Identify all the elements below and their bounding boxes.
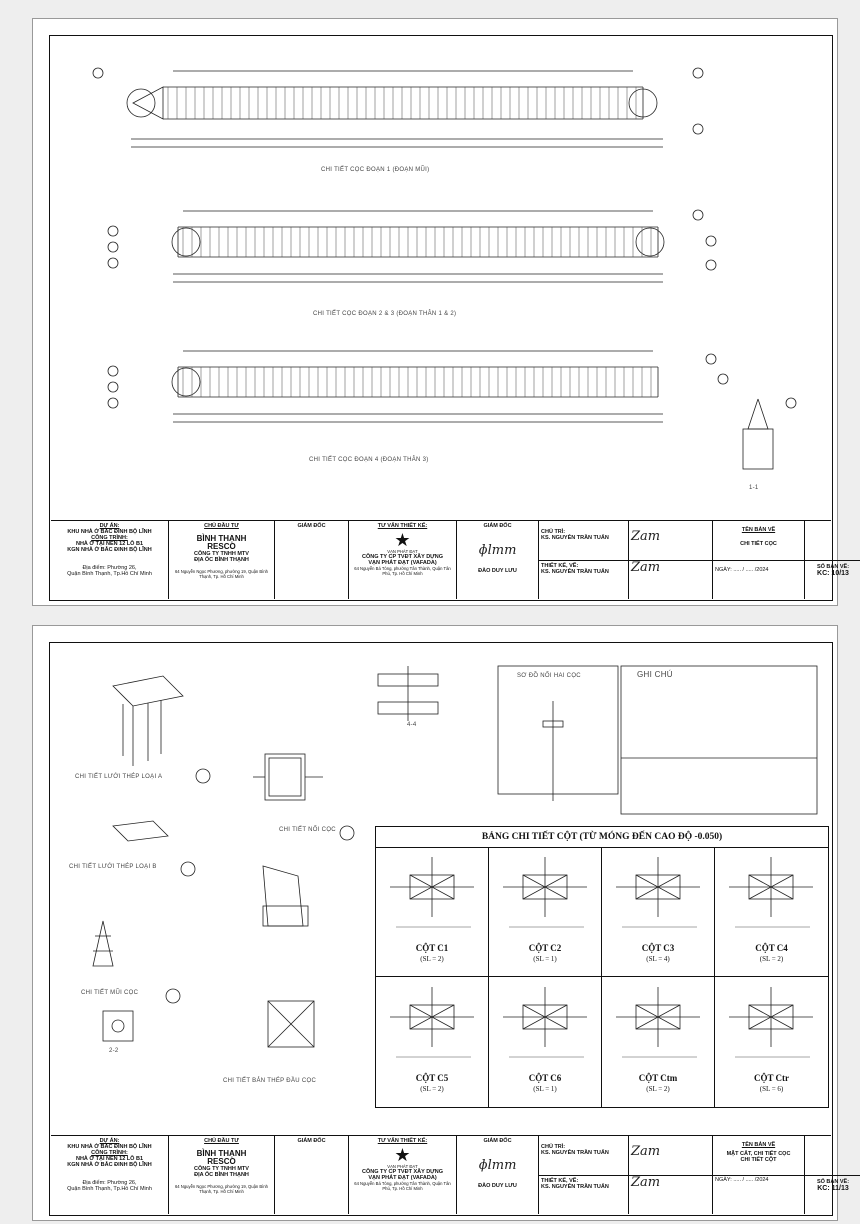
section-1-1-label: 1-1 <box>749 485 759 491</box>
section-1-1 <box>743 399 773 469</box>
drawing-name: TÊN BẢN VẼ MẶT CẮT, CHI TIẾT CỌC CHI TIẾT CỘT NGÀY: ..... / ..... /2024 <box>713 1136 805 1214</box>
owner-info: CHỦ ĐẦU TƯ BÌNH THẠNH RESCO CÔNG TY TNHH MTV ĐỊA ỐC BÌNH THẠNH 64 Nguyễn Ngọc Phương, phường 19, Quận Bình Thạnh, Tp. Hồ Chí Minh <box>169 521 275 599</box>
column-section-drawing <box>715 847 828 947</box>
pile-stirrups <box>168 87 651 397</box>
column-quantity: (SL = 2) <box>759 955 784 963</box>
plate-label: CHI TIẾT BẢN THÉP ĐẦU CỌC <box>223 1078 317 1084</box>
drawing-number: SỐ BẢN VẼ: KC: 10/13 <box>805 521 860 599</box>
column-cell <box>489 847 602 977</box>
consultant-director: GIÁM ĐỐC ɸlmm ĐÀO DUY LƯU <box>457 1136 539 1214</box>
star-logo-icon: ★ <box>394 530 411 550</box>
column-table-title: BẢNG CHI TIẾT CỘT (TỪ MÓNG ĐẾN CAO ĐỘ -0.050) <box>376 827 828 848</box>
signatures <box>629 521 713 599</box>
mesh-a-drawing <box>113 676 210 783</box>
pile-joint-drawing <box>253 666 438 840</box>
pile-segment-1-label: CHI TIẾT CỌC ĐOẠN 1 (ĐOẠN MŨI) <box>321 167 430 173</box>
column-detail-table <box>375 826 829 1108</box>
column-section-drawing <box>489 847 602 947</box>
signatures <box>629 1136 713 1214</box>
design-signature: Zam <box>631 560 661 575</box>
column-cell <box>376 977 489 1107</box>
column-quantity: (SL = 4) <box>646 955 670 963</box>
column-quantity: (SL = 2) <box>420 955 444 963</box>
column-name: CỘT C6 <box>528 1073 562 1083</box>
pile-tip-drawing <box>93 921 180 1041</box>
column-name: CỘT Ctm <box>638 1073 678 1083</box>
consultant-info: TƯ VẤN THIẾT KẾ: ★ VẠN PHÁT ĐẠT CÔNG TY CP TVĐT XÂY DỰNG VẠN PHÁT ĐẠT (VAFADA) 64 Nguyễn Bá Tòng, phường Tân Thành, Quận Tân Phú, Tp. Hồ Chí Minh <box>349 1136 457 1214</box>
owner-info: CHỦ ĐẦU TƯ BÌNH THẠNH RESCO CÔNG TY TNHH MTV ĐỊA ỐC BÌNH THẠNH 64 Nguyễn Ngọc Phương, phường 19, Quận Bình Thạnh, Tp. Hồ Chí Minh <box>169 1136 275 1214</box>
owner-director: GIÁM ĐỐC <box>275 521 349 599</box>
owner-director: GIÁM ĐỐC <box>275 1136 349 1214</box>
drawing-name: TÊN BẢN VẼ CHI TIẾT CỌC NGÀY: ..... / ..... /2024 <box>713 521 805 599</box>
column-section-drawing <box>376 977 489 1077</box>
joint-diagram <box>498 666 618 801</box>
column-name: CỘT C4 <box>755 943 788 953</box>
pile-tip-label: CHI TIẾT MŨI CỌC <box>81 990 139 996</box>
column-quantity: (SL = 2) <box>646 1085 670 1093</box>
column-name: CỘT C3 <box>641 943 675 953</box>
drawing-sheet-2 <box>32 625 850 1221</box>
lead-signature: Zam <box>631 1144 661 1159</box>
column-section-drawing <box>602 847 715 947</box>
drawing-sheet-1 <box>32 18 850 606</box>
pile-segment-1 <box>127 71 663 147</box>
drawing-number: SỐ BẢN VẼ: KC: 11/13 <box>805 1136 860 1214</box>
owner-logo: BÌNH THẠNH RESCO <box>196 534 247 551</box>
notes-title: GHI CHÚ <box>637 670 673 679</box>
column-section-drawing <box>376 847 489 947</box>
column-name: CỘT C5 <box>415 1073 449 1083</box>
column-cell <box>715 847 828 977</box>
column-quantity: (SL = 1) <box>533 955 557 963</box>
staff-info: CHỦ TRÌ: KS. NGUYỄN TRẦN TUẤN THIẾT KẾ, VẼ: KS. NGUYỄN TRẦN TUẤN <box>539 1136 629 1214</box>
lead-signature: Zam <box>631 529 661 544</box>
title-block <box>51 520 850 599</box>
pile-joint-label: CHI TIẾT NỐI CỌC <box>279 827 336 833</box>
column-name: CỘT C1 <box>415 943 449 953</box>
column-quantity: (SL = 2) <box>420 1085 444 1093</box>
project-info: DỰ ÁN: KHU NHÀ Ở BẮC ĐINH BỘ LĨNH CÔNG TRÌNH: NHÀ Ở TẠI NỀN 12 LÔ B1 KGN NHÀ Ở BẮC ĐINH BỘ LĨNH Địa điểm: Phường 26, Quận Bình Thạnh, Tp.Hồ Chí Minh <box>51 521 169 599</box>
pile-segment-4-label: CHI TIẾT CỌC ĐOẠN 4 (ĐOẠN THÂN 3) <box>309 457 429 463</box>
section-4-4-label: 4-4 <box>407 722 417 728</box>
mesh-b-label: CHI TIẾT LƯỚI THÉP LOẠI B <box>69 864 157 870</box>
column-cell <box>376 847 489 977</box>
column-quantity: (SL = 1) <box>533 1085 557 1093</box>
consultant-director: GIÁM ĐỐC ɸlmm ĐÀO DUY LƯU <box>457 521 539 599</box>
director-signature: ɸlmm <box>478 543 517 558</box>
staff-info: CHỦ TRÌ: KS. NGUYỄN TRẦN TUẤN THIẾT KẾ, VẼ: KS. NGUYỄN TRẦN TUẤN <box>539 521 629 599</box>
notes-box <box>621 666 817 814</box>
owner-logo: BÌNH THẠNH RESCO <box>196 1149 247 1166</box>
joint-diagram-label: SƠ ĐỒ NỐI HAI CỌC <box>517 673 581 679</box>
column-cell <box>489 977 602 1107</box>
column-section-drawing <box>602 977 715 1077</box>
pile-segment-2-3-label: CHI TIẾT CỌC ĐOẠN 2 & 3 (ĐOẠN THÂN 1 & 2) <box>313 311 457 317</box>
pile-detail-drawings <box>33 19 839 519</box>
column-section-drawing <box>715 977 828 1077</box>
project-info: DỰ ÁN: KHU NHÀ Ở BẮC ĐINH BỘ LĨNH CÔNG TRÌNH: NHÀ Ở TẠI NỀN 12 LÔ B1 KGN NHÀ Ở BẮC ĐINH BỘ LĨNH Địa điểm: Phường 26, Quận Bình Thạnh, Tp.Hồ Chí Minh <box>51 1136 169 1214</box>
design-signature: Zam <box>631 1175 661 1190</box>
consultant-info: TƯ VẤN THIẾT KẾ: ★ VẠN PHÁT ĐẠT CÔNG TY CP TVĐT XÂY DỰNG VẠN PHÁT ĐẠT (VAFADA) 64 Nguyễn Bá Tòng, phường Tân Thành, Quận Tân Phú, Tp. Hồ Chí Minh <box>349 521 457 599</box>
column-section-drawing <box>489 977 602 1077</box>
section-2-2-label: 2-2 <box>109 1048 119 1054</box>
pile-segment-4 <box>172 351 663 422</box>
title-block <box>51 1135 850 1214</box>
director-signature: ɸlmm <box>478 1158 517 1173</box>
mesh-a-label: CHI TIẾT LƯỚI THÉP LOẠI A <box>75 774 163 780</box>
column-cell <box>715 977 828 1107</box>
column-cell <box>602 847 715 977</box>
column-cell <box>602 977 715 1107</box>
plate-drawing <box>263 866 314 1047</box>
column-name: CỘT C2 <box>528 943 562 953</box>
column-quantity: (SL = 6) <box>759 1085 784 1093</box>
star-logo-icon: ★ <box>394 1145 411 1165</box>
column-name: CỘT Ctr <box>753 1073 790 1083</box>
